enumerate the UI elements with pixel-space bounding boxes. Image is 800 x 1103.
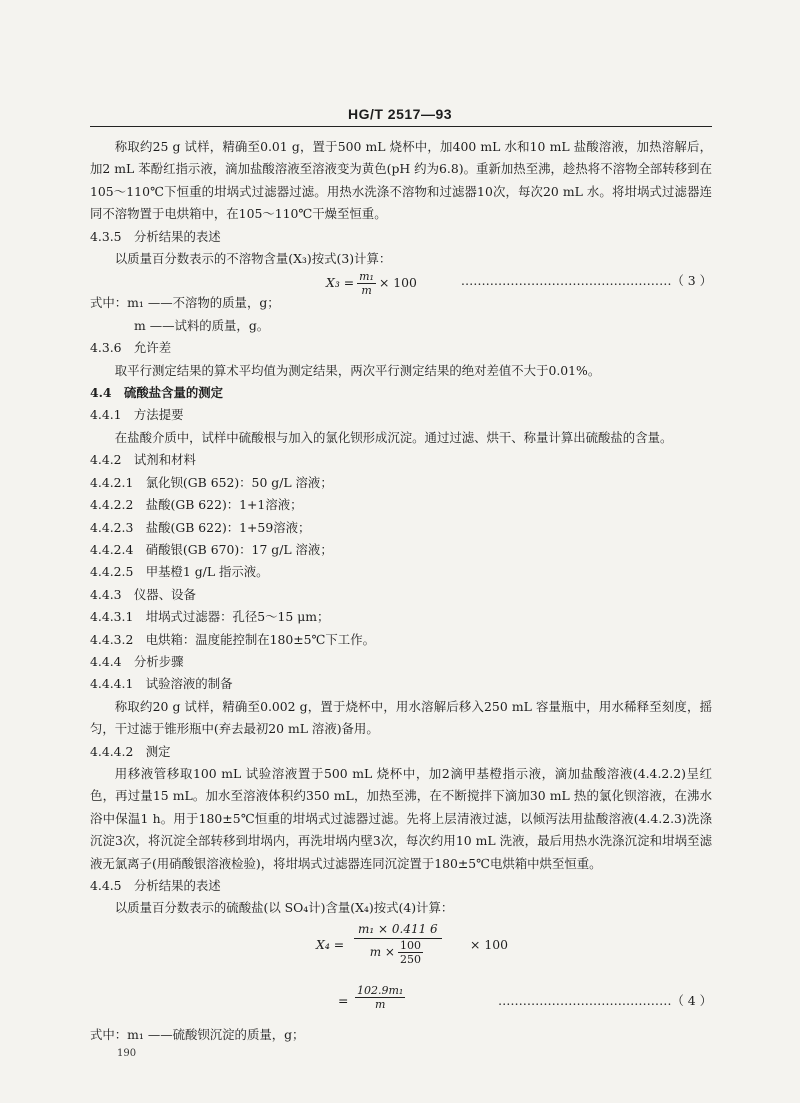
formula-3 — [90, 270, 712, 298]
fraction-denominator — [354, 939, 442, 966]
section-heading: 4.4.3.2 电烘箱：温度能控制在180±5℃下工作。 — [90, 631, 375, 647]
section-heading: 4.4.3.1 坩埚式过滤器：孔径5～15 μm； — [90, 609, 330, 625]
variable-definition: 式中：m₁ ——不溶物的质量，g； — [90, 295, 280, 311]
formula-lhs: X₃ = — [326, 275, 355, 291]
section-heading: 4.4.4.1 试验溶液的制备 — [90, 676, 233, 692]
header-rule — [90, 126, 712, 127]
section-heading: 4.4.2.1 氯化钡(GB 652)：50 g/L 溶液； — [90, 474, 333, 490]
paragraph: 以质量百分数表示的硫酸盐(以 SO₄计)含量(X₄)按式(4)计算： — [114, 900, 454, 916]
denominator-fraction — [398, 939, 423, 966]
section-heading: 4.3.5 分析结果的表述 — [90, 228, 221, 244]
formula-tail: × 100 — [378, 275, 417, 291]
formula-tail: × 100 — [470, 936, 508, 952]
paragraph: 取平行测定结果的算术平均值为测定结果，两次平行测定结果的绝对差值不大于0.01%。 — [114, 362, 601, 378]
sub-numerator: 100 — [399, 938, 421, 952]
paragraph: 以质量百分数表示的不溶物含量(X₃)按式(3)计算： — [114, 251, 392, 267]
section-heading: 4.4.2.5 甲基橙1 g/L 指示液。 — [90, 564, 269, 580]
section-heading: 4.4.4.2 测定 — [90, 743, 171, 759]
section-heading: 4.4.2 试剂和材料 — [90, 452, 196, 468]
sub-denominator: 250 — [399, 952, 421, 966]
equation-number: ……………………………………………（ 3 ） — [460, 273, 712, 289]
fraction-numerator: 102.9m₁ — [357, 983, 404, 997]
page-number: 190 — [117, 1048, 137, 1059]
variable-definition: 式中：m₁ ——硫酸钡沉淀的质量，g； — [90, 1026, 305, 1042]
variable-definition: m ——试料的质量，g。 — [134, 317, 270, 333]
paragraph: 称取约25 g 试样，精确至0.01 g，置于500 mL 烧杯中，加400 mL 水和10 mL 盐酸溶液，加热溶解后，加2 mL 苯酚红指示液，滴加盐酸溶液至溶液变为黄色(pH 约为6.8)。重新加热至沸，趁热将不溶物全部转移到在105～110℃下恒重的坩埚式过滤器过滤。用热水洗涤不溶物和过滤器10次，每次20 mL 水。将坩埚式过滤器连同不溶物置于电烘箱中，在105～110℃干燥至恒重。 — [90, 139, 712, 222]
document-body — [90, 136, 712, 1046]
fraction-numerator: m₁ — [359, 270, 374, 284]
fraction-numerator: m₁ × 0.411 6 — [354, 920, 442, 939]
formula-4-line-1 — [90, 920, 712, 984]
section-heading: 4.4.2.4 硝酸银(GB 670)：17 g/L 溶液； — [90, 541, 333, 557]
fraction-denominator: m — [361, 284, 372, 298]
paragraph: 称取约20 g 试样，精确至0.002 g，置于烧杯中，用水溶解后移入250 mL 容量瓶中，用水稀释至刻度，摇匀，干过滤于锥形瓶中(弃去最初20 mL 溶液)备用。 — [90, 698, 712, 737]
formula-fraction — [357, 270, 376, 297]
formula-fraction — [354, 920, 442, 966]
standard-number-header: HG/T 2517—93 — [347, 106, 453, 122]
formula-4-line-2 — [90, 984, 712, 1024]
section-heading: 4.4.5 分析结果的表述 — [90, 878, 221, 893]
paragraph: 在盐酸介质中，试样中硫酸根与加入的氯化钡形成沉淀。通过过滤、烘干、称量计算出硫酸盐的含量。 — [114, 429, 673, 445]
section-heading: 4.4.2.2 盐酸(GB 622)：1+1溶液； — [90, 497, 303, 513]
formula-expression — [326, 270, 417, 297]
paragraph: 用移液管移取100 mL 试验溶液置于500 mL 烧杯中，加2滴甲基橙指示液，滴加盐酸溶液(4.4.2.2)呈红色，再过量15 mL。加水至溶液体积约350 mL，加热至沸，在不断搅拌下滴加30 mL 热的氯化钡溶液，在沸水浴中保温1 h。用于180±5℃恒重的坩埚式过滤器过滤。先将上层清液过滤，以倾泻法用盐酸溶液(4.4.2.3)洗涤沉淀3次，将沉淀全部转移到坩埚内，再洗坩埚内壁3次，每次约用10 mL 洗液，最后用热水洗涤沉淀和坩埚至滤液无氯离子(用硝酸银溶液检验)，将坩埚式过滤器连同沉淀置于180±5℃电烘箱中烘至恒重。 — [90, 765, 712, 871]
denominator-left: m × — [369, 944, 395, 959]
equals-sign: = — [338, 992, 349, 1008]
section-heading: 4.4.4 分析步骤 — [90, 653, 184, 669]
formula-lhs: X₄ = — [316, 936, 345, 952]
section-heading: 4.4.3 仪器、设备 — [90, 586, 196, 602]
fraction-denominator: m — [374, 997, 386, 1011]
equation-number: ……………………………………（ 4 ） — [497, 992, 712, 1008]
formula-fraction — [355, 984, 405, 1011]
section-heading: 4.3.6 允许差 — [90, 340, 172, 356]
section-heading: 4.4.2.3 盐酸(GB 622)：1+59溶液； — [90, 519, 311, 535]
section-heading: 4.4.1 方法提要 — [90, 407, 184, 423]
section-heading-bold: 4.4 硫酸盐含量的测定 — [90, 385, 224, 401]
